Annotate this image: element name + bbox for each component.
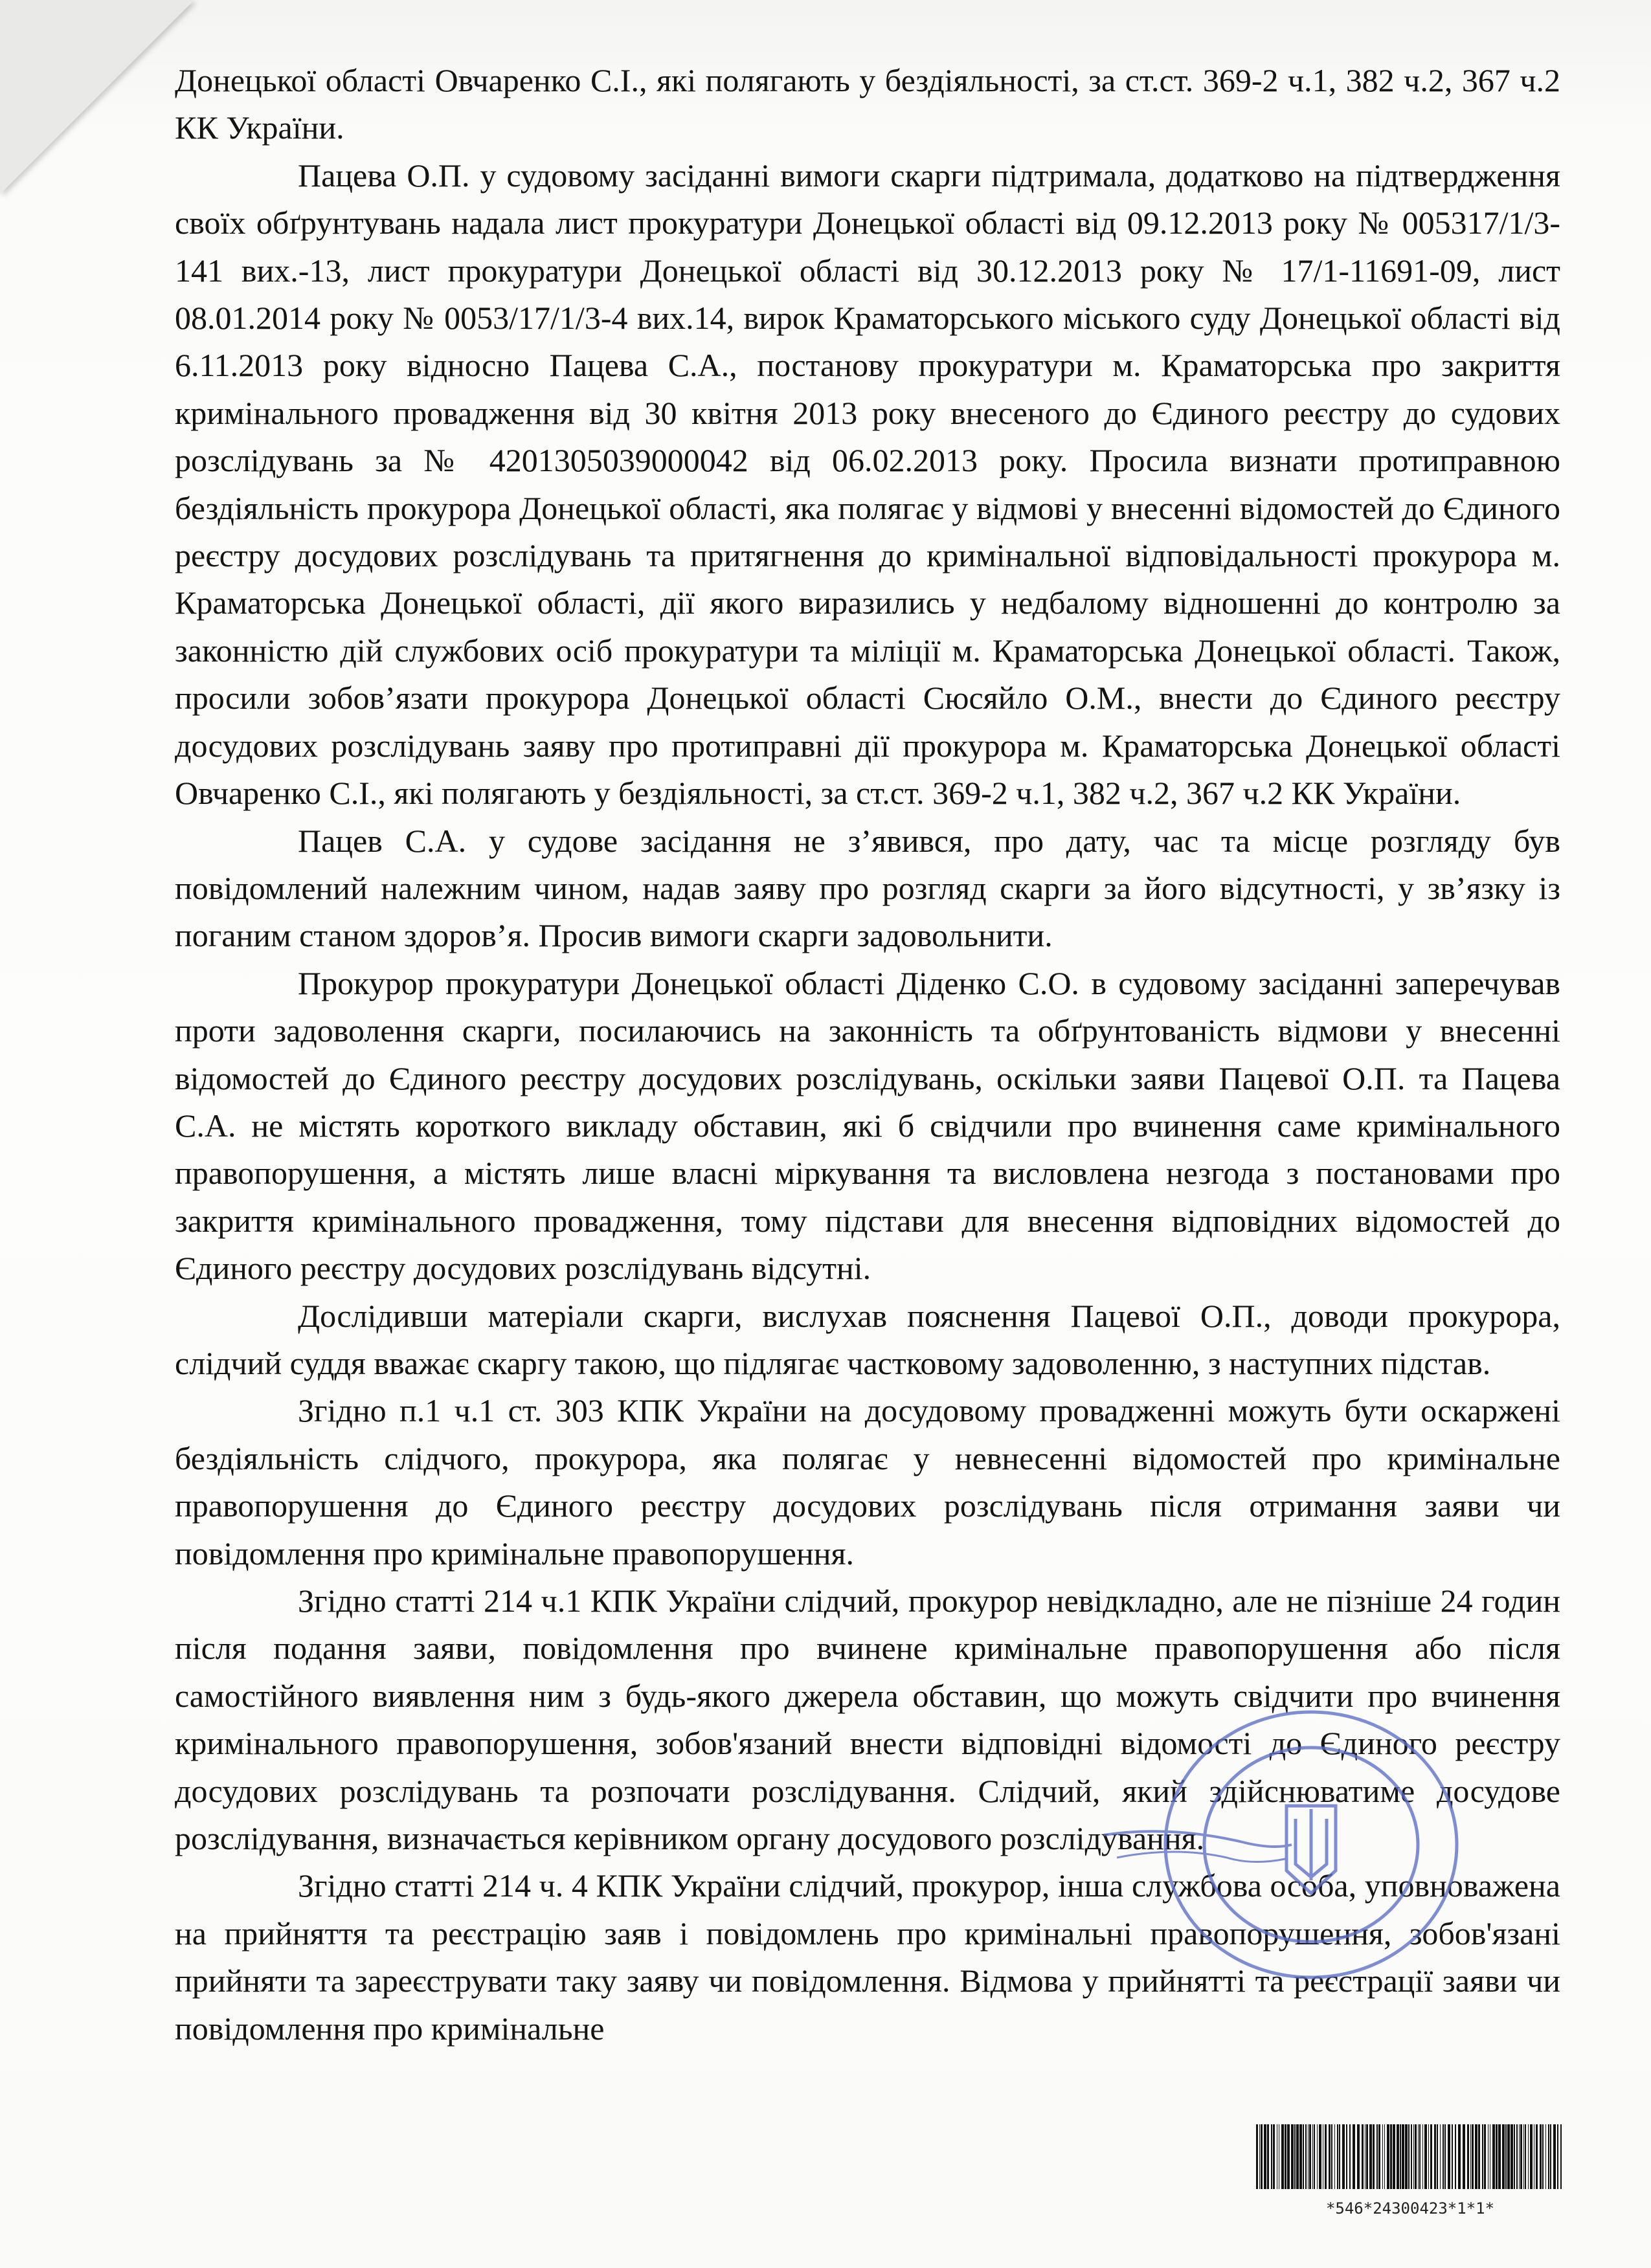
barcode-bar [1415,2124,1417,2189]
barcode-bar [1413,2124,1414,2189]
barcode-bar [1514,2124,1515,2189]
barcode-bar [1397,2124,1399,2189]
barcode-bar [1393,2124,1395,2189]
barcode-bar [1382,2124,1383,2189]
paragraph-complainant-position: Пацева О.П. у судовому засіданні вимоги скарги підтримала, додатково на підтвердження своїх обґрунтувань надала лист прокуратури Донецької області від 09.12.2013 року № 005317/1/3-141 вих.-13, лист прокуратури Донецької області від 30.12.2013 року № 17/1-11691-09, лист 08.01.2014 року № 0053/17/1/3-4 вих.14, вирок Краматорського міського суду Донецької області від 6.11.2013 року відносно Пацева С.А., постанову прокуратури м. Краматорська про закриття кримінального провадження від 30 квітня 2013 року внесеного до Єдиного реєстру до судових розслідувань за № 4201305039000042 від 06.02.2013 року. Просила визнати протиправною бездіяльність прокурора Донецької області, яка полягає у відмові у внесенні відомостей до Єдиного реєстру досудових розслідувань та притягнення до кримінальної відповідальності прокурора м. Краматорська Донецької області, дії якого виразились у недбалому відношенні до контролю за законністю дій службових осіб прокуратури та міліції м. Краматорська Донецької області. Також, просили зобов’язати прокурора Донецької області Сюсяйло О.М., внести до Єдиного реєстру досудових розслідувань заяву про протиправні дії прокурора м. Краматорська Донецької області Овчаренко С.І., які полягають у бездіяльності, за ст.ст. 369-2 ч.1, 382 ч.2, 367 ч.2 КК України. [175,157,1560,812]
barcode-bar [1319,2124,1321,2189]
barcode-bar [1291,2124,1294,2189]
barcode-bar [1296,2124,1299,2189]
barcode-bar [1502,2124,1505,2189]
barcode-bar [1267,2124,1269,2189]
barcode-bar [1443,2124,1444,2189]
barcode-bar [1369,2124,1372,2189]
barcode-bar [1550,2124,1551,2189]
signature-stroke [1104,1831,1292,1847]
barcode-bar [1376,2124,1378,2189]
paragraph-second-complainant-absence: Пацев С.А. у судове засідання не з’явився, про дату, час та місце розгляду був повідомлений належним чином, надав заяву про розгляд скарги за його відсутності, у зв’язку із поганим станом здоров’я. Просив вимоги скарги задовольнити. [175,822,1560,954]
barcode-bar [1458,2124,1461,2189]
barcode-bar [1259,2124,1260,2189]
barcode-bar [1325,2124,1327,2189]
barcode-bar [1346,2124,1347,2189]
document-barcode [1255,2124,1566,2189]
barcode-bar [1378,2124,1380,2189]
barcode-number: *546*24300423*1*1* [1325,2199,1495,2218]
folded-page-corner [0,0,194,194]
barcode-bar [1309,2124,1311,2189]
barcode-bar [1428,2124,1429,2189]
barcode-bar [1430,2124,1432,2189]
barcode-bar [1463,2124,1465,2189]
barcode-bar [1528,2124,1529,2189]
barcode-bar [1523,2124,1524,2189]
barcode-bar [1337,2124,1338,2189]
barcode-bar [1281,2124,1284,2189]
barcode-bar [1342,2124,1345,2189]
barcode-bar [1520,2124,1522,2189]
barcode-bar [1437,2124,1438,2189]
paragraph-judge-assessment: Дослідивши матеріали скарги, вислухав пояснення Пацевої О.П., доводи прокурора, слідчий суддя вважає скаргу такою, що підлягає частковому задоволенню, з наступних підстав. [175,1297,1560,1381]
barcode-bar [1440,2124,1441,2189]
barcode-bar [1484,2124,1486,2189]
barcode-bar [1312,2124,1313,2189]
barcode-bar [1496,2124,1498,2189]
paragraph-prosecutor-objection: Прокурор прокуратури Донецької області Діденко С.О. в судовому засіданні заперечував проти задоволення скарги, посилаючись на законність та обґрунтованість відмови у внесенні відомостей до Єдиного реєстру досудових розслідувань, оскільки заяви Пацевої О.П. та Пацева С.А. не містять короткого викладу обставин, які б свідчили про вчинення саме кримінального правопорушення, а містять лише власні міркування та висловлена незгода з постановами про закриття кримінального провадження, тому підстави для внесення відповідних відомостей до Єдиного реєстру досудових розслідувань відсутні. [175,964,1560,1287]
barcode-bar [1334,2124,1335,2189]
barcode-bar [1390,2124,1392,2189]
paragraph-continuation: Донецької області Овчаренко С.І., які полягають у бездіяльності, за ст.ст. 369-2 ч.1, 382 ч.2, 367 ч.2 КК України. [175,62,1560,146]
barcode-bar [1424,2124,1427,2189]
barcode-bar [1498,2124,1501,2189]
barcode-bar [1303,2124,1304,2189]
barcode-bar [1540,2124,1542,2189]
barcode-bar [1287,2124,1290,2189]
barcode-bar [1536,2124,1538,2189]
barcode-bar [1467,2124,1469,2189]
barcode-bar [1472,2124,1474,2189]
barcode-bar [1418,2124,1419,2189]
barcode-bar [1553,2124,1556,2189]
barcode-bar [1256,2124,1258,2189]
barcode-bar [1542,2124,1544,2189]
barcode-bar [1511,2124,1513,2189]
barcode-bar [1408,2124,1410,2189]
barcode-bar [1331,2124,1332,2189]
paragraph-law-article-214-part-4: Згідно статті 214 ч. 4 КПК України слідчий, прокурор, інша службова особа, уповноважена на прийняття та реєстрацію заяв і повідомлень про кримінальні правопорушення, зобов'язані прийняти та зареєструвати таку заяву чи повідомлення. Відмова у прийнятті та реєстрації заяви чи повідомлення про кримінальне [175,1867,1560,2047]
signature-stroke-lower [1117,1852,1285,1862]
barcode-bar [1402,2124,1404,2189]
barcode-bar [1482,2124,1483,2189]
barcode-bar [1530,2124,1533,2189]
barcode-bar [1448,2124,1450,2189]
barcode-bar [1405,2124,1408,2189]
barcode-bar [1444,2124,1446,2189]
barcode-bar [1314,2124,1315,2189]
barcode-bar [1362,2124,1364,2189]
barcode-bar [1271,2124,1272,2189]
barcode-bar [1384,2124,1385,2189]
barcode-bar [1557,2124,1558,2189]
barcode-bar [1285,2124,1286,2189]
barcode-bar [1400,2124,1401,2189]
barcode-bar [1505,2124,1507,2189]
barcode-bar [1294,2124,1296,2189]
barcode-bar [1349,2124,1351,2189]
barcode-bar [1434,2124,1436,2189]
barcode-bar [1545,2124,1546,2189]
barcode-bar [1387,2124,1389,2189]
trident-emblem-icon [1286,1806,1336,1893]
barcode-bar [1452,2124,1453,2189]
barcode-bar [1470,2124,1471,2189]
barcode-bar [1455,2124,1456,2189]
barcode-bar [1411,2124,1412,2189]
barcode-bar [1492,2124,1495,2189]
barcode-bar [1475,2124,1477,2189]
barcode-bar [1373,2124,1375,2189]
barcode-bar [1353,2124,1355,2189]
barcode-bar [1317,2124,1318,2189]
barcode-bar [1548,2124,1549,2189]
barcode-bar [1478,2124,1480,2189]
barcode-bar [1419,2124,1421,2189]
barcode-bar [1264,2124,1266,2189]
barcode-bar [1329,2124,1331,2189]
barcode-bar [1273,2124,1275,2189]
barcode-bar [1560,2124,1562,2189]
barcode-bar [1519,2124,1520,2189]
barcode-bar [1507,2124,1510,2189]
barcode-bar [1305,2124,1307,2189]
barcode-bar [1299,2124,1302,2189]
barcode-bar [1422,2124,1423,2189]
barcode-bar [1516,2124,1518,2189]
barcode-bar [1357,2124,1360,2189]
barcode-bar [1339,2124,1340,2189]
barcode-bar [1261,2124,1263,2189]
barcode-bar [1525,2124,1526,2189]
paragraph-law-article-214-part-1: Згідно статті 214 ч.1 КПК України слідчий, прокурор невідкладно, але не пізніше 24 годин після подання заяви, повідомлення про вчинене кримінальне правопорушення або після самостійного виявлення ним з будь-якого джерела обставин, що можуть свідчити про вчинення кримінального правопорушення, зобов'язаний внести відповідні відомості до Єдиного реєстру досудових розслідувань та розпочати розслідування. Слідчий, який здійснюватиме досудове розслідування, визначається керівником органу досудового розслідування. [175,1583,1560,1857]
court-seal-stamp [1078,1696,1492,1994]
barcode-bar [1366,2124,1368,2189]
paragraph-law-article-303: Згідно п.1 ч.1 ст. 303 КПК України на досудовому провадженні можуть бути оскаржені бездіяльність слідчого, прокурора, яка полягає у невнесенні відомостей про кримінальне правопорушення до Єдиного реєстру досудових розслідувань після отримання заяви чи повідомлення про кримінальне правопорушення. [175,1392,1560,1572]
